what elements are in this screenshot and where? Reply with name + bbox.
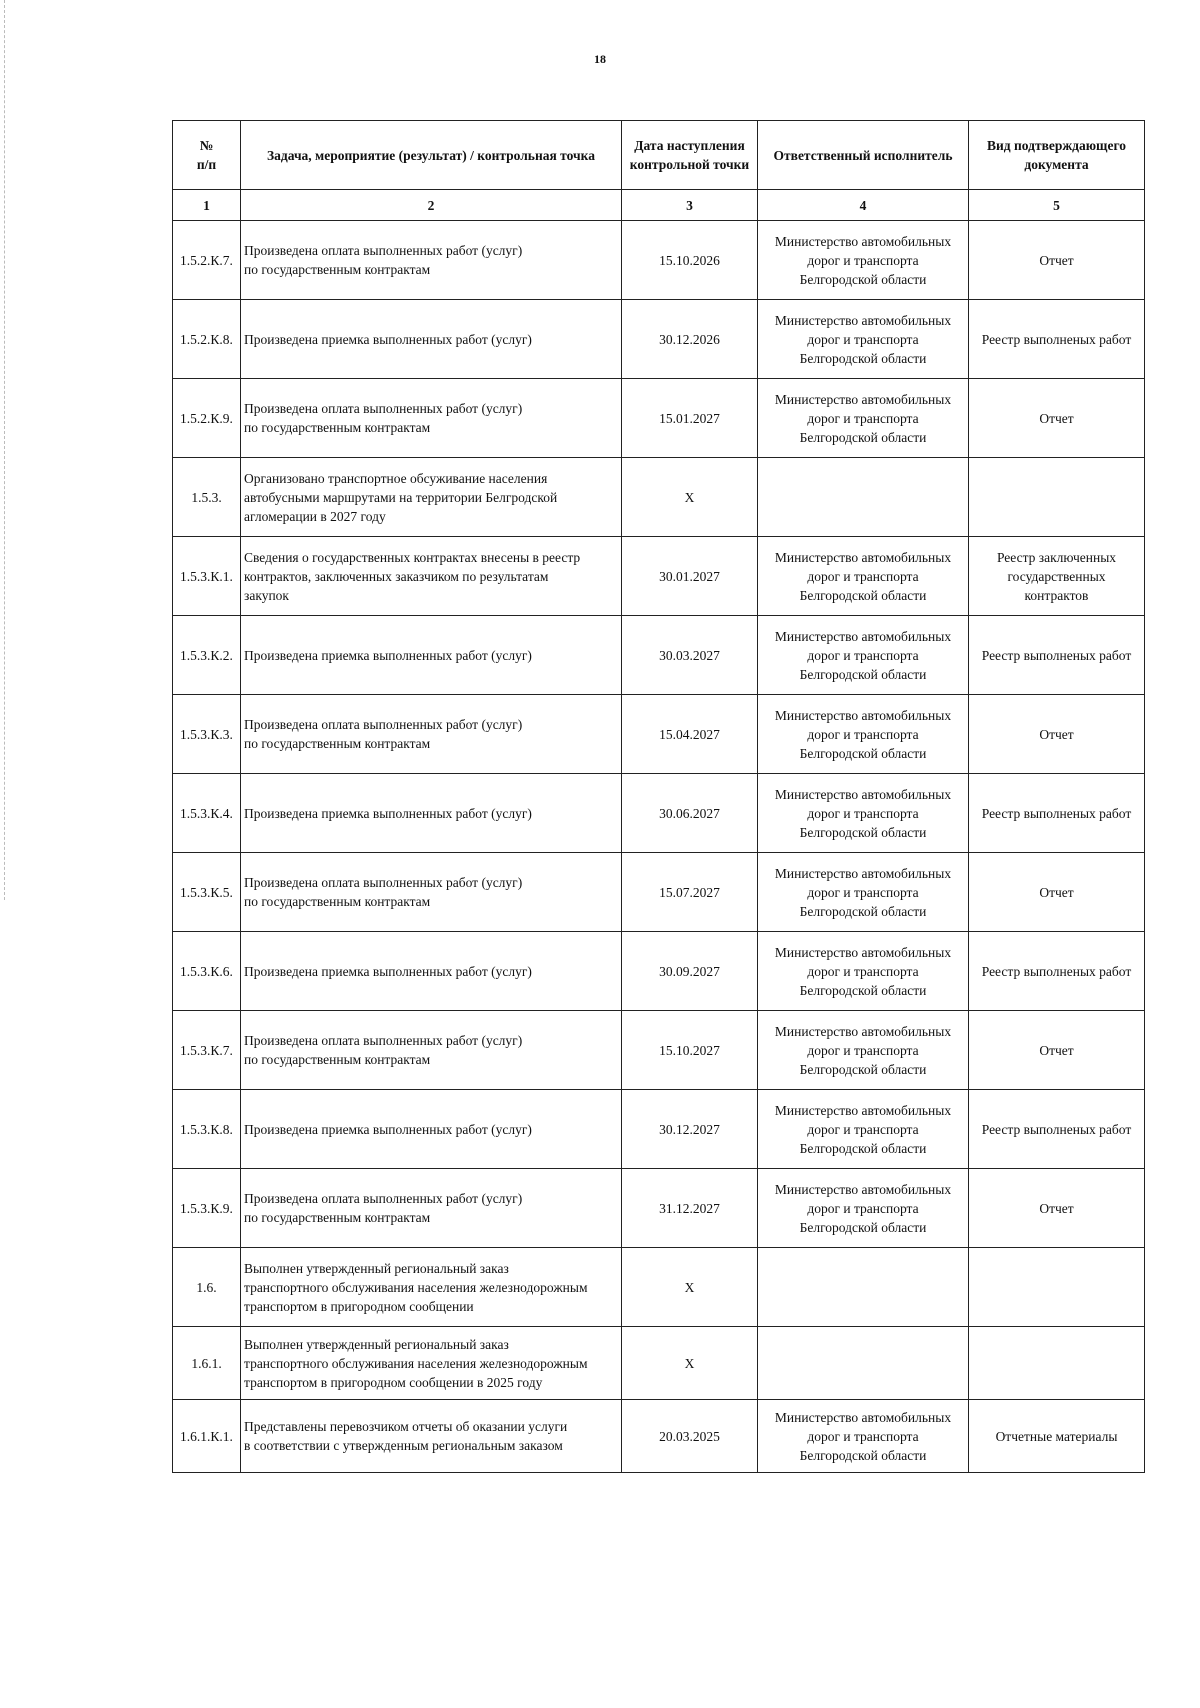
table-row	[173, 1400, 1145, 1473]
row-number: 1.5.3.К.7.	[173, 1011, 241, 1090]
row-document: Реестр выполненых работ	[969, 932, 1145, 1011]
row-task: Произведена приемка выполненных работ (услуг)	[241, 932, 622, 1011]
row-task: Произведена приемка выполненных работ (услуг)	[241, 774, 622, 853]
row-number: 1.5.2.К.8.	[173, 300, 241, 379]
row-date: 15.04.2027	[622, 695, 758, 774]
table-row	[173, 695, 1145, 774]
row-task: Организовано транспортное обсуживание населения автобусными маршрутами на территории Белгродской агломерации в 2027 году	[241, 458, 622, 537]
row-executor: Министерство автомобильных дорог и транспорта Белгородской области	[758, 1090, 969, 1169]
row-document: Реестр выполненых работ	[969, 1090, 1145, 1169]
row-number: 1.6.1.К.1.	[173, 1400, 241, 1473]
row-executor	[758, 458, 969, 537]
row-task: Произведена приемка выполненных работ (услуг)	[241, 616, 622, 695]
row-document	[969, 1248, 1145, 1327]
header-task: Задача, мероприятие (результат) / контрольная точка	[241, 121, 622, 190]
table-body	[173, 221, 1145, 1473]
row-executor	[758, 1248, 969, 1327]
table-row	[173, 1090, 1145, 1169]
row-executor: Министерство автомобильных дорог и транспорта Белгородской области	[758, 932, 969, 1011]
row-document: Отчет	[969, 853, 1145, 932]
table-row	[173, 1169, 1145, 1248]
table-row	[173, 300, 1145, 379]
row-number: 1.5.3.К.1.	[173, 537, 241, 616]
table-row	[173, 616, 1145, 695]
row-task: Выполнен утвержденный региональный заказ транспортного обслуживания населения железнодорожным транспортом в пригородном сообщении в 2025 году	[241, 1327, 622, 1400]
row-number: 1.6.	[173, 1248, 241, 1327]
row-document: Отчет	[969, 379, 1145, 458]
table-row	[173, 853, 1145, 932]
table-row	[173, 537, 1145, 616]
row-number: 1.5.3.К.3.	[173, 695, 241, 774]
row-number: 1.6.1.	[173, 1327, 241, 1400]
row-number: 1.5.3.К.4.	[173, 774, 241, 853]
column-number: 1	[173, 190, 241, 221]
table-row	[173, 1327, 1145, 1400]
header-executor: Ответственный исполнитель	[758, 121, 969, 190]
row-date: 15.01.2027	[622, 379, 758, 458]
header-date: Дата наступления контрольной точки	[622, 121, 758, 190]
row-date: 15.07.2027	[622, 853, 758, 932]
row-executor: Министерство автомобильных дорог и транспорта Белгородской области	[758, 695, 969, 774]
column-number-row	[173, 190, 1145, 221]
row-executor: Министерство автомобильных дорог и транспорта Белгородской области	[758, 221, 969, 300]
row-task: Сведения о государственных контрактах внесены в реестр контрактов, заключенных заказчиком по результатам закупок	[241, 537, 622, 616]
row-executor	[758, 1327, 969, 1400]
row-executor: Министерство автомобильных дорог и транспорта Белгородской области	[758, 1400, 969, 1473]
row-number: 1.5.3.К.9.	[173, 1169, 241, 1248]
row-executor: Министерство автомобильных дорог и транспорта Белгородской области	[758, 300, 969, 379]
table-row	[173, 221, 1145, 300]
column-number: 5	[969, 190, 1145, 221]
row-number: 1.5.2.К.7.	[173, 221, 241, 300]
row-executor: Министерство автомобильных дорог и транспорта Белгородской области	[758, 379, 969, 458]
row-executor: Министерство автомобильных дорог и транспорта Белгородской области	[758, 853, 969, 932]
row-executor: Министерство автомобильных дорог и транспорта Белгородской области	[758, 537, 969, 616]
row-task: Произведена приемка выполненных работ (услуг)	[241, 300, 622, 379]
row-date: X	[622, 1248, 758, 1327]
row-document: Реестр заключенных государственных контрактов	[969, 537, 1145, 616]
row-task: Произведена оплата выполненных работ (услуг) по государственным контрактам	[241, 853, 622, 932]
row-document: Отчет	[969, 1011, 1145, 1090]
row-date: 30.01.2027	[622, 537, 758, 616]
row-number: 1.5.3.	[173, 458, 241, 537]
row-date: 15.10.2027	[622, 1011, 758, 1090]
column-number: 4	[758, 190, 969, 221]
row-task: Произведена оплата выполненных работ (услуг) по государственным контрактам	[241, 221, 622, 300]
row-number: 1.5.2.К.9.	[173, 379, 241, 458]
row-number: 1.5.3.К.8.	[173, 1090, 241, 1169]
row-date: X	[622, 1327, 758, 1400]
table-row	[173, 458, 1145, 537]
row-date: 31.12.2027	[622, 1169, 758, 1248]
row-date: 30.06.2027	[622, 774, 758, 853]
row-document: Отчетные материалы	[969, 1400, 1145, 1473]
column-number: 2	[241, 190, 622, 221]
row-document: Реестр выполненых работ	[969, 300, 1145, 379]
row-task: Произведена приемка выполненных работ (услуг)	[241, 1090, 622, 1169]
plan-table	[172, 120, 1145, 1473]
row-task: Выполнен утвержденный региональный заказ транспортного обслуживания населения железнодорожным транспортом в пригородном сообщении	[241, 1248, 622, 1327]
row-document: Реестр выполненых работ	[969, 774, 1145, 853]
page-number: 18	[594, 52, 606, 66]
column-number: 3	[622, 190, 758, 221]
row-document	[969, 458, 1145, 537]
row-number: 1.5.3.К.6.	[173, 932, 241, 1011]
row-document: Отчет	[969, 1169, 1145, 1248]
row-task: Произведена оплата выполненных работ (услуг) по государственным контрактам	[241, 695, 622, 774]
row-date: 30.03.2027	[622, 616, 758, 695]
row-date: 15.10.2026	[622, 221, 758, 300]
row-number: 1.5.3.К.2.	[173, 616, 241, 695]
row-document: Реестр выполненых работ	[969, 616, 1145, 695]
header-document: Вид подтверждающего документа	[969, 121, 1145, 190]
table-row	[173, 774, 1145, 853]
row-number: 1.5.3.К.5.	[173, 853, 241, 932]
row-executor: Министерство автомобильных дорог и транспорта Белгородской области	[758, 774, 969, 853]
table-row	[173, 1248, 1145, 1327]
row-task: Произведена оплата выполненных работ (услуг) по государственным контрактам	[241, 1169, 622, 1248]
row-document: Отчет	[969, 221, 1145, 300]
row-task: Произведена оплата выполненных работ (услуг) по государственным контрактам	[241, 1011, 622, 1090]
row-date: X	[622, 458, 758, 537]
row-executor: Министерство автомобильных дорог и транспорта Белгородской области	[758, 1169, 969, 1248]
row-document: Отчет	[969, 695, 1145, 774]
table-row	[173, 1011, 1145, 1090]
header-number: № п/п	[173, 121, 241, 190]
row-executor: Министерство автомобильных дорог и транспорта Белгородской области	[758, 1011, 969, 1090]
row-date: 30.12.2027	[622, 1090, 758, 1169]
row-date: 30.09.2027	[622, 932, 758, 1011]
table-row	[173, 932, 1145, 1011]
table-row	[173, 379, 1145, 458]
row-document	[969, 1327, 1145, 1400]
row-task: Произведена оплата выполненных работ (услуг) по государственным контрактам	[241, 379, 622, 458]
row-executor: Министерство автомобильных дорог и транспорта Белгородской области	[758, 616, 969, 695]
row-date: 30.12.2026	[622, 300, 758, 379]
scan-margin-line	[4, 0, 5, 900]
row-task: Представлены перевозчиком отчеты об оказании услуги в соответствии с утвержденным региональным заказом	[241, 1400, 622, 1473]
header-row	[173, 121, 1145, 190]
row-date: 20.03.2025	[622, 1400, 758, 1473]
